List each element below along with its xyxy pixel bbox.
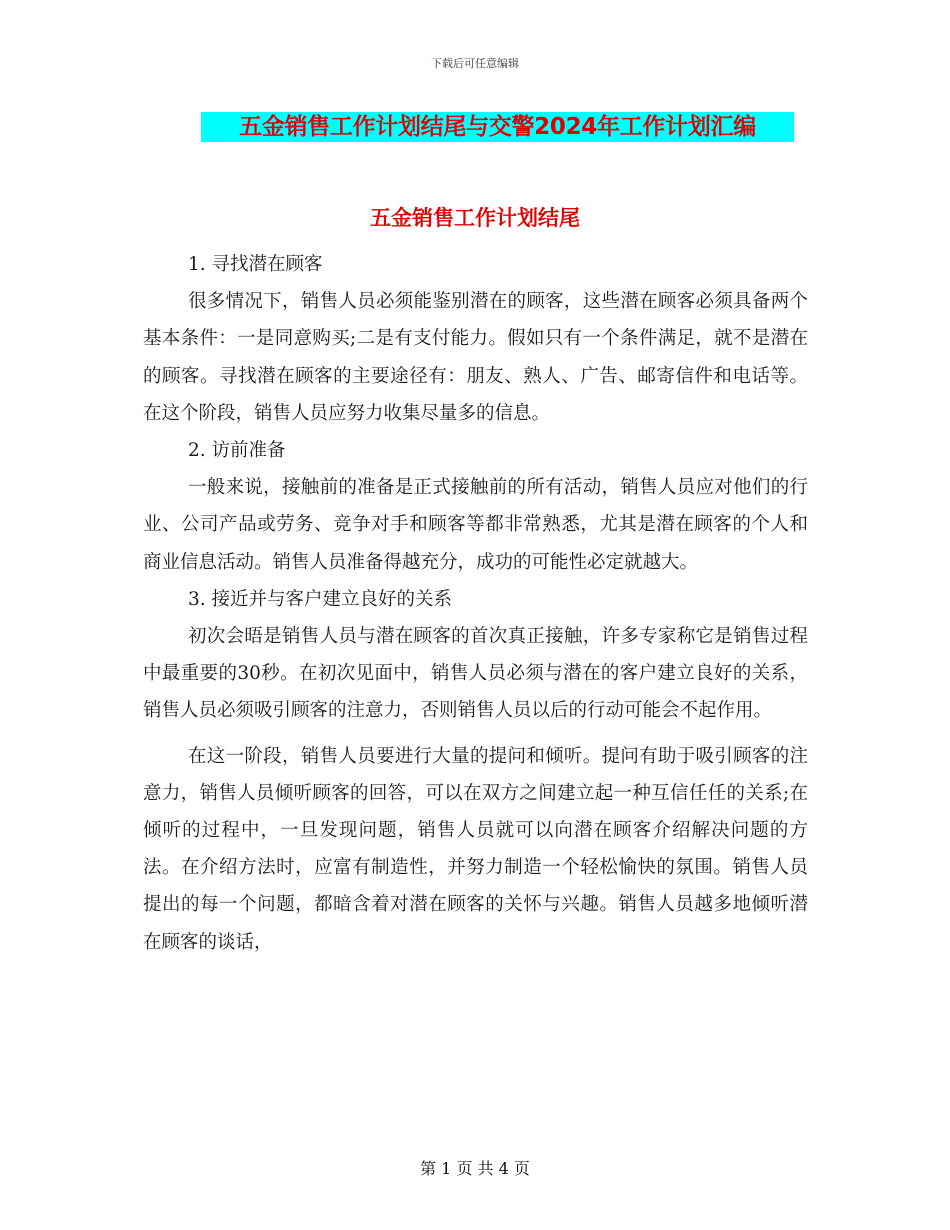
paragraph-4: 在这一阶段，销售人员要进行大量的提问和倾听。提问有助于吸引顾客的注意力，销售人员倾听顾客的回答，可以在双方之间建立起一种互信任任的关系;在倾听的过程中，一旦发现问题，销售人员就可以向潜在顾客介绍解决问题的方法。在介绍方法时，应富有制造性，并努力制造一个轻松愉快的氛围。销售人员提出的每一个问题，都暗含着对潜在顾客的关怀与兴趣。销售人员越多地倾听潜在顾客的谈话， xyxy=(143,745,808,953)
section-title: 五金销售工作计划结尾 xyxy=(370,206,580,230)
heading-1: 1. 寻找潜在顾客 xyxy=(188,254,323,275)
paragraph-1: 很多情况下，销售人员必须能鉴别潜在的顾客，这些潜在顾客必须具备两个基本条件：一是同意购买;二是有支付能力。假如只有一个条件满足，就不是潜在的顾客。寻找潜在顾客的主要途径有：朋友、熟人、广告、邮寄信件和电话等。在这个阶段，销售人员应努力收集尽量多的信息。 xyxy=(143,291,808,424)
page-header-note: 下载后可任意编辑 xyxy=(431,57,519,70)
heading-2: 2. 访前准备 xyxy=(188,440,286,462)
document-body xyxy=(143,246,808,961)
heading-3: 3. 接近并与客户建立良好的关系 xyxy=(188,588,453,610)
document-title: 五金销售工作计划结尾与交警2024年工作计划汇编 xyxy=(239,114,756,140)
document-title-highlight xyxy=(201,112,794,142)
page-footer: 第 1 页 共 4 页 xyxy=(420,1159,530,1178)
paragraph-3: 初次会晤是销售人员与潜在顾客的首次真正接触，许多专家称它是销售过程中最重要的30秒。在初次见面中，销售人员必须与潜在的客户建立良好的关系，销售人员必须吸引顾客的注意力，否则销售人员以后的行动可能会不起作用。 xyxy=(143,626,808,722)
paragraph-2: 一般来说，接触前的准备是正式接触前的所有活动，销售人员应对他们的行业、公司产品或劳务、竞争对手和顾客等都非常熟悉，尤其是潜在顾客的个人和商业信息活动。销售人员准备得越充分，成功的可能性必定就越大。 xyxy=(143,477,808,573)
